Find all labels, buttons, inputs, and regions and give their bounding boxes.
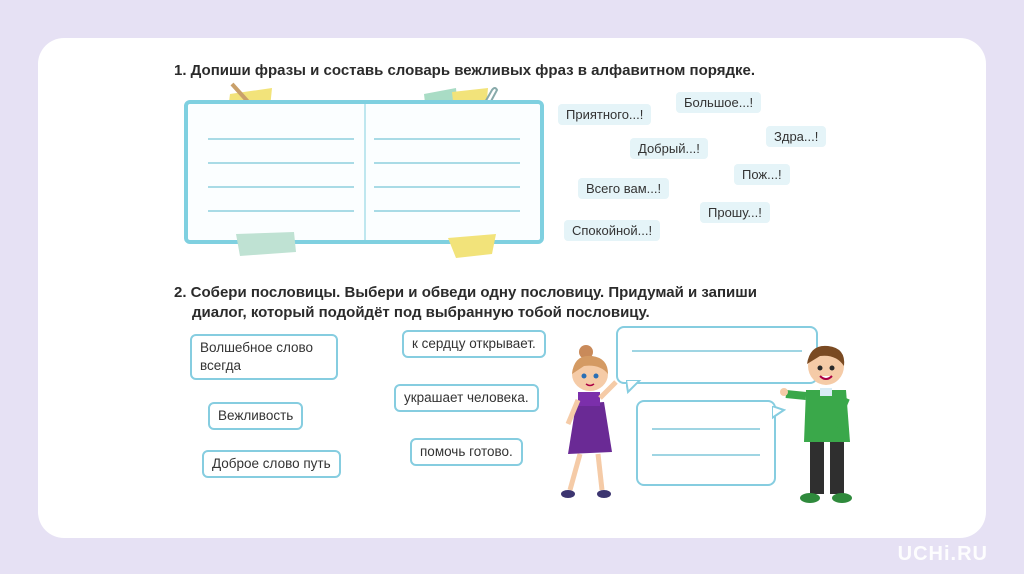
task1-title: 1. Допиши фразы и составь словарь вежливых фраз в алфавитном порядке. [174,62,756,79]
phrase-chip[interactable]: Всего вам...! [578,178,669,199]
bubble-line [652,454,760,456]
proverb-part-right[interactable]: украшает человека. [394,384,539,412]
notebook-line[interactable] [374,210,520,212]
task2-title-line2: диалог, который подойдёт под выбранную тобой пословицу. [192,304,650,321]
proverb-part-left[interactable]: Волшебное слово всегда [190,334,338,380]
proverb-part-left[interactable]: Доброе слово путь [202,450,341,478]
phrase-chip[interactable]: Большое...! [676,92,761,113]
bubble-line [652,428,760,430]
sticky-note-icon [446,234,502,262]
notebook-line[interactable] [374,162,520,164]
proverb-part-right[interactable]: к сердцу открывает. [402,330,546,358]
notebook-line[interactable] [208,138,354,140]
notebook-line[interactable] [374,138,520,140]
boy-illustration-icon [780,342,870,508]
watermark-logo: UCHi.RU [897,543,988,565]
bubble-line [632,350,802,352]
phrase-chip[interactable]: Приятного...! [558,104,651,125]
phrase-chip[interactable]: Здра...! [766,126,826,147]
phrase-chip[interactable]: Прошу...! [700,202,770,223]
girl-illustration-icon [560,344,630,502]
notebook-line[interactable] [208,186,354,188]
proverb-part-left[interactable]: Вежливость [208,402,303,430]
phrase-chip[interactable]: Спокойной...! [564,220,660,241]
notebook-spine [364,104,366,240]
sticky-note-icon [234,232,300,258]
notebook [184,100,544,244]
proverb-part-right[interactable]: помочь готово. [410,438,523,466]
phrase-chip[interactable]: Пож...! [734,164,790,185]
phrase-chip[interactable]: Добрый...! [630,138,708,159]
speech-bubble-bottom[interactable] [636,400,776,486]
task2-title: 2. Собери пословицы. Выбери и обведи одну пословицу. Придумай и запиши [174,284,757,301]
notebook-line[interactable] [208,162,354,164]
notebook-line[interactable] [374,186,520,188]
notebook-line[interactable] [208,210,354,212]
worksheet-card [38,38,986,538]
